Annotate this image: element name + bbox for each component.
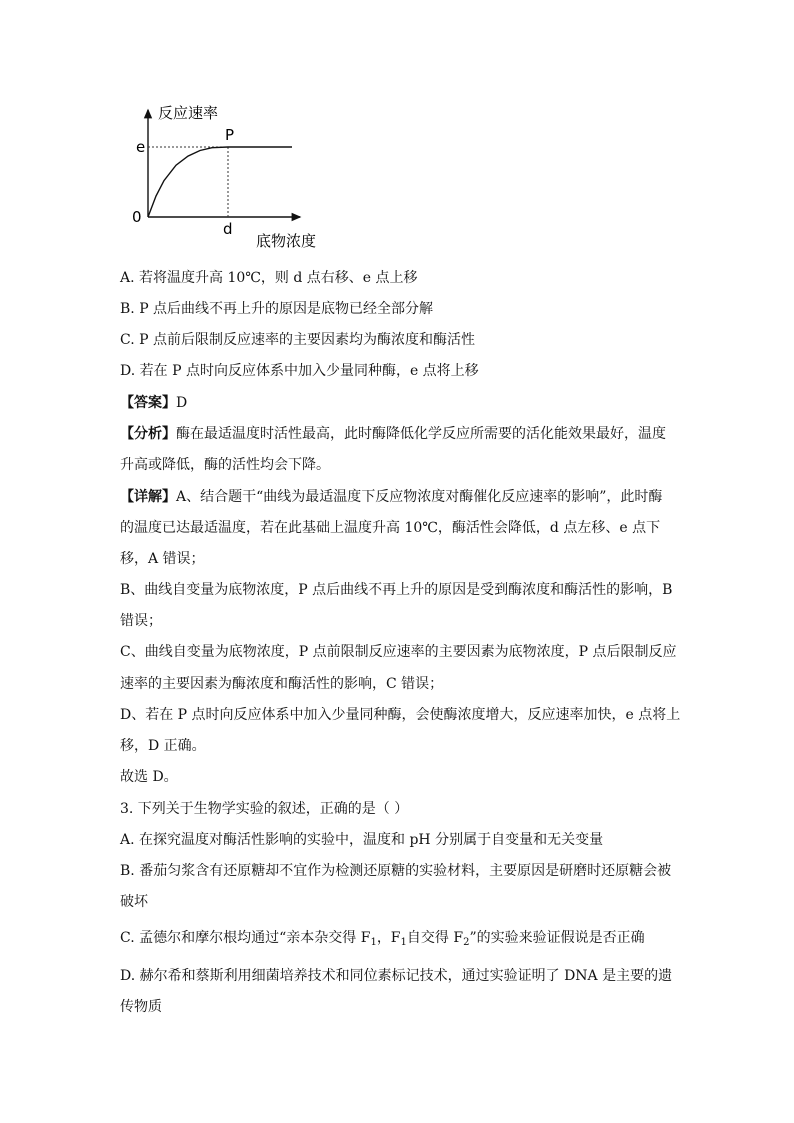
- detail-conclusion: 故选 D。: [120, 769, 178, 785]
- detail-b-line-2: 错误；: [120, 613, 162, 629]
- answer-line: [120, 393, 187, 413]
- question-3-option-a: A. 在探究温度对酶活性影响的实验中，温度和 pH 分别属于自变量和无关变量: [120, 832, 604, 848]
- x-axis-label: 底物浓度: [256, 232, 317, 250]
- analysis-line-2: 升高或降低，酶的活性均会下降。: [120, 457, 330, 473]
- answer-label: 【答案】: [120, 395, 176, 411]
- question-3-option-d-line-2: 传物质: [120, 999, 162, 1015]
- detail-d-line-1: D、若在 P 点时向反应体系中加入少量同种酶，会使酶浓度增大，反应速率加快，e 点将上: [120, 707, 681, 723]
- e-label: e: [136, 138, 146, 156]
- detail-c-line-1: C、曲线自变量为底物浓度，P 点前限制反应速率的主要因素为底物浓度，P 点后限制反应: [120, 644, 677, 660]
- question-3-option-b-line-2: 破坏: [120, 894, 148, 910]
- rate-curve: [148, 147, 292, 217]
- rate-vs-substrate-chart: [128, 96, 328, 256]
- analysis-label: 【分析】: [120, 426, 176, 442]
- answer-value: D: [176, 395, 188, 411]
- analysis-line-1: 【分析】酶在最适温度时活性最高，此时酶降低化学反应所需要的活化能效果最好，温度: [120, 426, 666, 442]
- option-a: A. 若将温度升高 10℃，则 d 点右移、e 点上移: [120, 270, 418, 286]
- question-3-stem: 3. 下列关于生物学实验的叙述，正确的是（ ）: [120, 801, 409, 817]
- detail-b-line-1: B、曲线自变量为底物浓度，P 点后曲线不再上升的原因是受到酶浓度和酶活性的影响，B: [120, 582, 673, 598]
- option-d: D. 若在 P 点时向反应体系中加入少量同种酶，e 点将上移: [120, 363, 479, 379]
- detail-d-line-2: 移，D 正确。: [120, 738, 206, 754]
- origin-label: 0: [132, 208, 142, 226]
- p-label: P: [225, 126, 235, 144]
- option-b: B. P 点后曲线不再上升的原因是底物已经全部分解: [120, 301, 434, 317]
- detail-a-line-2: 的温度已达最适温度，若在此基础上温度升高 10℃，酶活性会降低，d 点左移、e 点下: [120, 520, 661, 536]
- option-c: C. P 点前后限制反应速率的主要因素均为酶浓度和酶活性: [120, 332, 475, 348]
- question-3-option-d-line-1: D. 赫尔希和蔡斯利用细菌培养技术和同位素标记技术，通过实验证明了 DNA 是主要的遗: [120, 968, 673, 984]
- detail-c-line-2: 速率的主要因素为酶浓度和酶活性的影响，C 错误；: [120, 676, 444, 692]
- y-axis-label: 反应速率: [158, 104, 219, 122]
- question-3-option-b-line-1: B. 番茄匀浆含有还原糖却不宜作为检测还原糖的实验材料，主要原因是研磨时还原糖会被: [120, 863, 672, 879]
- detail-label: 【详解】: [120, 489, 176, 505]
- d-label: d: [223, 220, 233, 238]
- detail-a-line-3: 移，A 错误；: [120, 551, 205, 567]
- question-3-option-c: C. 孟德尔和摩尔根均通过“亲本杂交得 $F_1$，$F_1$自交得 $F_2$”的实验来验证假说是否正确: [120, 930, 645, 948]
- detail-line-1: 【详解】A、结合题干“曲线为最适温度下反应物浓度对酶催化反应速率的影响”，此时酶: [120, 489, 663, 505]
